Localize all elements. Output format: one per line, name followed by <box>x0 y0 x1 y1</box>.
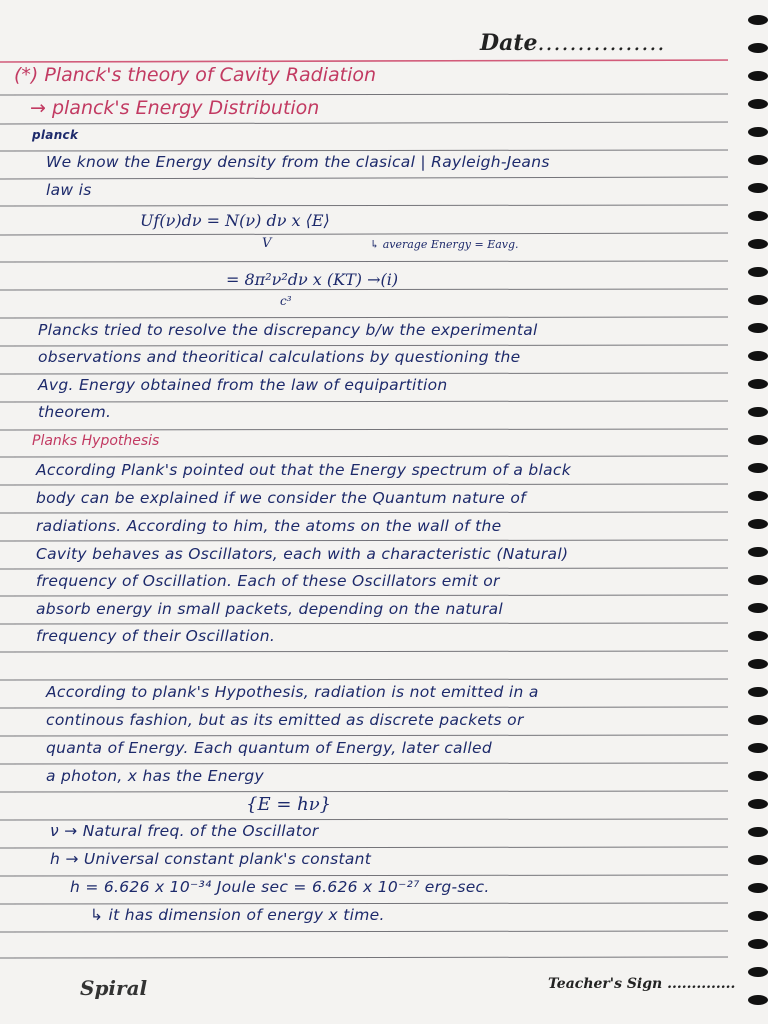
date-label: Date <box>480 30 538 56</box>
definition-h-value: h = 6.626 x 10⁻³⁴ Joule sec = 6.626 x 10⁻²⁷ erg-sec. <box>70 878 490 896</box>
equation-1-note: ↳ average Energy = Eavg. <box>370 238 519 251</box>
page-subtitle: → planck's Energy Distribution <box>30 97 320 119</box>
section-label-hypothesis: Planks Hypothesis <box>32 433 160 449</box>
section1-line-2: law is <box>46 181 92 199</box>
section1-line-1: We know the Energy density from the clasical | Rayleigh-Jeans <box>46 153 550 171</box>
teacher-sign <box>548 976 735 992</box>
paragraph1-line-4: theorem. <box>38 403 112 421</box>
paragraph2-line-4: Cavity behaves as Oscillators, each with a characteristic (Natural) <box>36 545 569 563</box>
paragraph2-line-6: absorb energy in small packets, depending on the natural <box>36 600 503 618</box>
teacher-sign-label: Teacher's Sign <box>548 976 663 992</box>
paragraph3-line-2: continous fashion, but as its emitted as discrete packets or <box>46 711 524 729</box>
paragraph2-line-7: frequency of their Oscillation. <box>36 627 276 645</box>
brand-logo: Spiral <box>80 976 148 1000</box>
equation-1-denominator: V <box>262 236 272 251</box>
definition-h: h → Universal constant plank's constant <box>50 850 372 868</box>
paragraph3-line-1: According to plank's Hypothesis, radiation is not emitted in a <box>46 683 539 701</box>
energy-equation: {E = hν} <box>246 794 332 815</box>
teacher-sign-dots: .............. <box>667 976 736 992</box>
page-title: (*) Planck's theory of Cavity Radiation <box>14 64 377 86</box>
paragraph1-line-2: observations and theoritical calculations by questioning the <box>38 348 521 366</box>
date-dots: ................ <box>537 31 666 56</box>
definition-nu: ν → Natural freq. of the Oscillator <box>50 822 319 840</box>
spiral-binding <box>728 0 768 1024</box>
paragraph1-line-3: Avg. Energy obtained from the law of equipartition <box>38 376 448 394</box>
paragraph2-line-5: frequency of Oscillation. Each of these Oscillators emit or <box>36 572 500 590</box>
paragraph2-line-1: According Plank's pointed out that the Energy spectrum of a black <box>36 461 572 479</box>
section-label-planck: planck <box>32 128 79 142</box>
paragraph1-line-1: Plancks tried to resolve the discrepancy b/w the experimental <box>38 321 538 339</box>
paragraph3-line-4: a photon, x has the Energy <box>46 767 264 785</box>
paragraph2-line-3: radiations. According to him, the atoms on the wall of the <box>36 517 502 535</box>
equation-2-denominator: c³ <box>280 294 292 308</box>
equation-1: Uf(ν)dν = N(ν) dν x ⟨E⟩ <box>140 211 330 230</box>
date-header <box>480 30 665 56</box>
equation-2: = 8π²ν²dν x (KT) →(i) <box>226 270 399 289</box>
paragraph3-line-3: quanta of Energy. Each quantum of Energy, later called <box>46 739 492 757</box>
definition-dimension: ↳ it has dimension of energy x time. <box>90 906 385 924</box>
paragraph2-line-2: body can be explained if we consider the Quantum nature of <box>36 489 526 507</box>
